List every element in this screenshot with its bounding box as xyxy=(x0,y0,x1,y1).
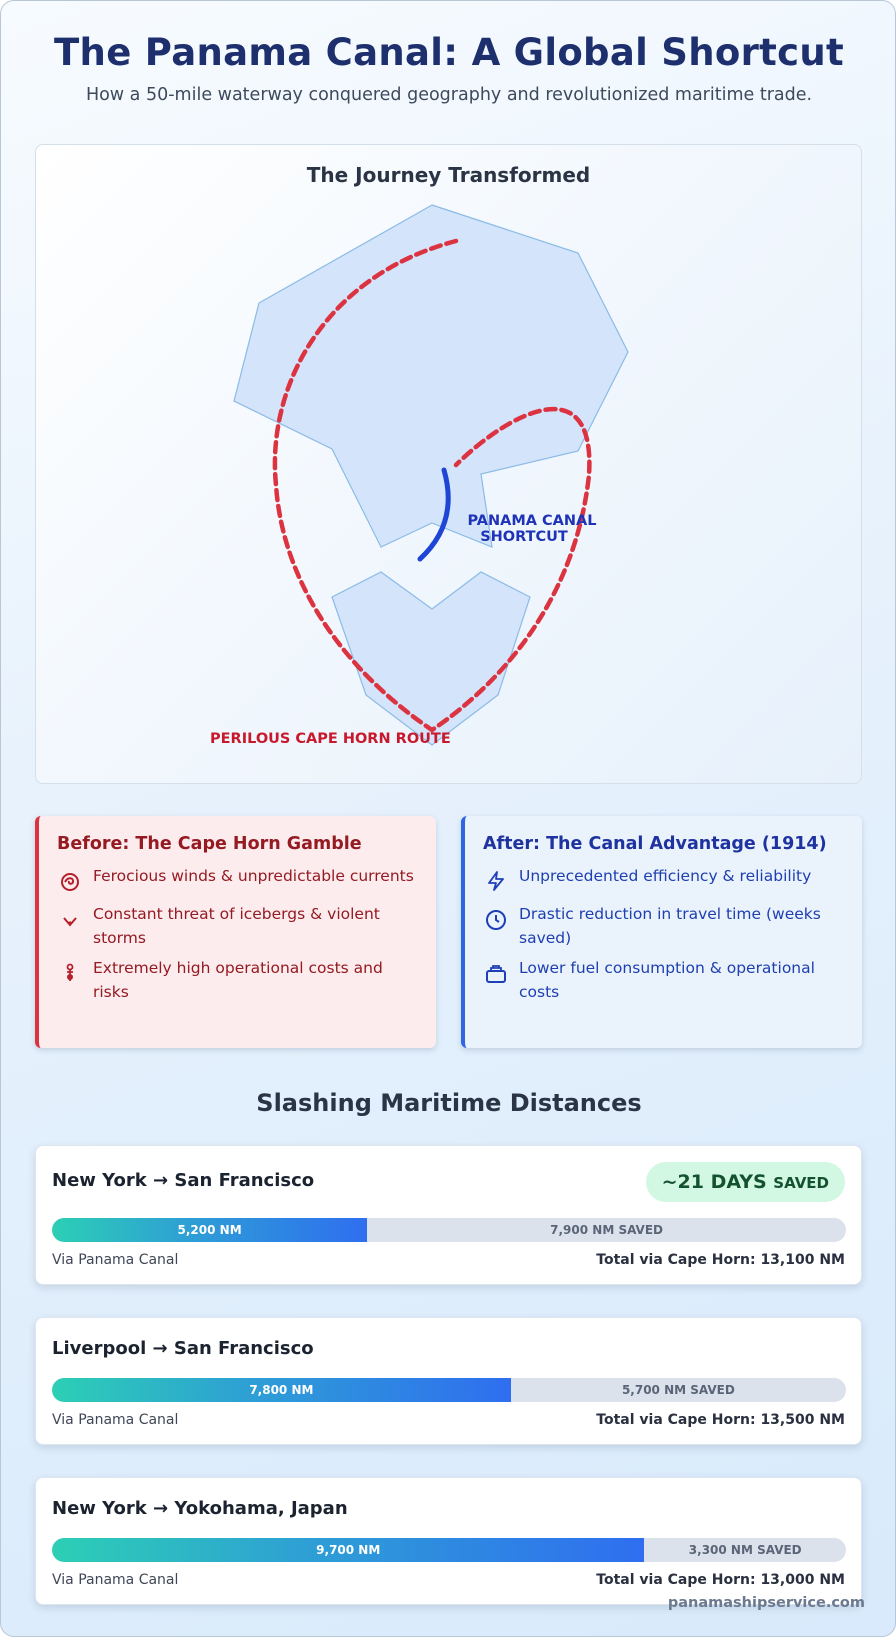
canal-distance-fill: 5,200 NM xyxy=(52,1218,367,1242)
via-label: Via Panama Canal xyxy=(52,1412,179,1428)
page-title: The Panama Canal: A Global Shortcut xyxy=(54,31,844,74)
before-title: Before: The Cape Horn Gamble xyxy=(57,834,362,854)
map-card xyxy=(35,144,862,784)
map-title: The Journey Transformed xyxy=(306,163,591,187)
canal-distance-fill: 9,700 NM xyxy=(52,1538,644,1562)
route-card xyxy=(35,1317,862,1445)
before-item-text: Constant threat of icebergs & violent storms xyxy=(93,905,380,947)
route-card xyxy=(35,1477,862,1605)
cape-horn-total: Total via Cape Horn: 13,100 NM xyxy=(596,1252,845,1268)
after-item-text: Lower fuel consumption & operational costs xyxy=(519,959,815,1001)
before-item-text: Extremely high operational costs and risks xyxy=(93,959,383,1001)
distance-bar xyxy=(52,1218,846,1242)
lightning-icon xyxy=(483,864,519,896)
after-panel xyxy=(461,816,862,1048)
list-item xyxy=(57,902,418,950)
route-map xyxy=(36,145,863,785)
canal-distance-fill: 7,800 NM xyxy=(52,1378,511,1402)
saved-distance-segment: 3,300 NM SAVED xyxy=(688,1543,802,1557)
route-name: Liverpool → San Francisco xyxy=(52,1338,314,1359)
route-name: New York → San Francisco xyxy=(52,1170,315,1191)
cape-horn-total: Total via Cape Horn: 13,000 NM xyxy=(596,1572,845,1588)
saved-distance-segment: 7,900 NM SAVED xyxy=(550,1223,663,1237)
distances-title: Slashing Maritime Distances xyxy=(256,1089,642,1117)
list-item xyxy=(483,864,844,896)
distance-bar xyxy=(52,1378,846,1402)
route-card xyxy=(35,1145,862,1285)
after-item-text: Unprecedented efficiency & reliability xyxy=(519,867,812,885)
canal-label-line2: SHORTCUT xyxy=(480,529,568,545)
after-item-text: Drastic reduction in travel time (weeks saved) xyxy=(519,905,821,947)
storm-icon xyxy=(57,902,93,934)
list-item xyxy=(57,864,418,896)
list-item xyxy=(483,956,844,1004)
canal-label-line1: PANAMA CANAL xyxy=(467,513,597,529)
money-icon xyxy=(57,956,93,988)
wind-icon xyxy=(57,864,93,896)
distance-bar xyxy=(52,1538,846,1562)
south-america-landmass xyxy=(332,572,530,745)
list-item xyxy=(483,902,844,950)
clock-icon xyxy=(483,902,519,934)
cape-horn-label: PERILOUS CAPE HORN ROUTE xyxy=(210,731,451,747)
via-label: Via Panama Canal xyxy=(52,1572,179,1588)
cape-horn-total: Total via Cape Horn: 13,500 NM xyxy=(596,1412,845,1428)
after-title: After: The Canal Advantage (1914) xyxy=(483,834,827,854)
page-subtitle: How a 50-mile waterway conquered geography and revolutionized maritime trade. xyxy=(85,85,813,105)
before-item-text: Ferocious winds & unpredictable currents xyxy=(93,867,414,885)
via-label: Via Panama Canal xyxy=(52,1252,179,1268)
fuel-icon xyxy=(483,956,519,988)
saved-distance-segment: 5,700 NM SAVED xyxy=(621,1383,735,1397)
days-saved-badge xyxy=(646,1162,845,1202)
badge-suffix: SAVED xyxy=(773,1174,829,1192)
route-name: New York → Yokohama, Japan xyxy=(52,1498,348,1519)
footer-site: panamashipservice.com xyxy=(667,1595,865,1611)
before-panel xyxy=(35,816,436,1048)
badge-main: ~21 DAYS xyxy=(661,1171,767,1193)
list-item xyxy=(57,956,418,1004)
